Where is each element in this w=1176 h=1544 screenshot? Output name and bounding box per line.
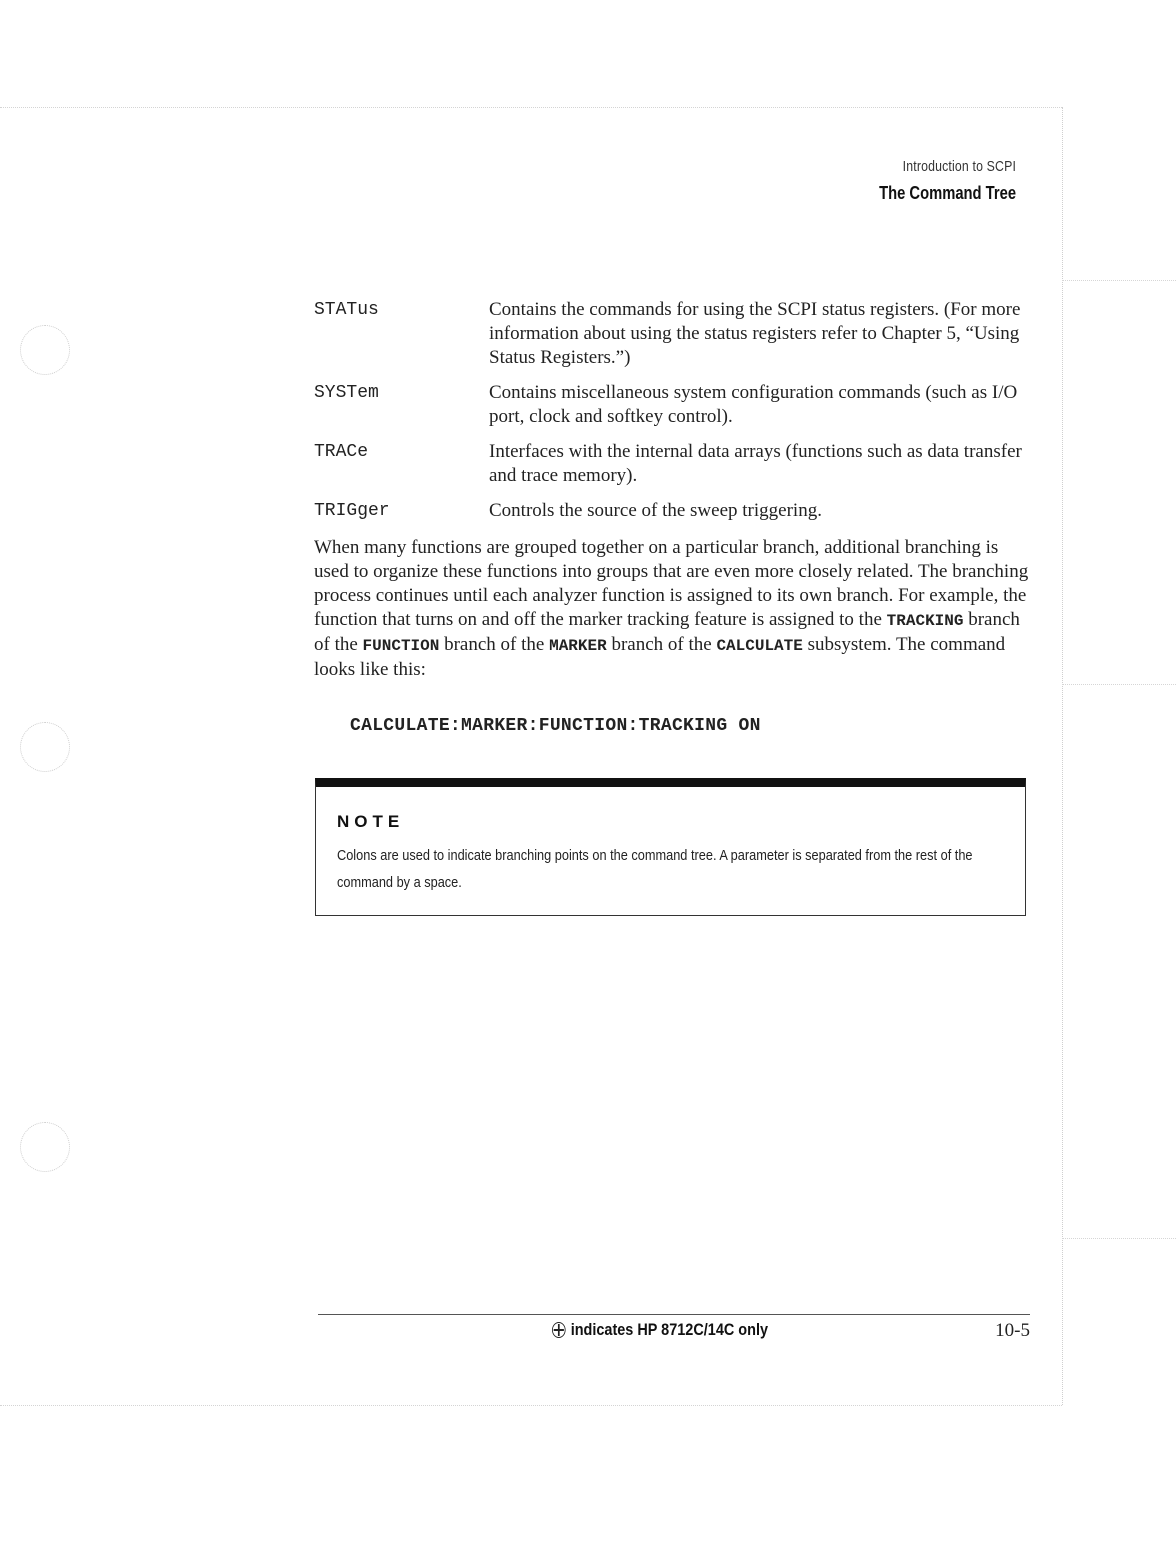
definition-term: TRACe	[314, 442, 369, 462]
footer-text: indicates HP 8712C/14C only	[570, 1320, 769, 1339]
keyword-tracking: TRACKING	[886, 612, 964, 630]
page-number: 10-5	[995, 1320, 1030, 1341]
paragraph-text: When many functions are grouped together on a particular branch, additional branching is used to organize these functions into groups that are even more closely related. The branching process continues until each analyzer function is assigned to its own branch. For example, the function that turns on and off the marker tracking feature is assigned to the	[314, 537, 1029, 630]
definition-row	[314, 440, 1034, 488]
keyword-function: FUNCTION	[362, 637, 440, 655]
scan-edge-bottom	[0, 1405, 1062, 1406]
tab-divider	[1062, 280, 1176, 281]
definition-term: STATus	[314, 300, 379, 320]
running-head	[849, 158, 1016, 204]
note-text: Colons are used to indicate branching points on the command tree. A parameter is separated from the rest of the command by a space.	[337, 848, 973, 891]
definition-term: SYSTem	[314, 383, 379, 403]
punch-hole	[20, 1122, 70, 1172]
punch-hole	[20, 325, 70, 375]
hp-8712c-14c-symbol-icon	[552, 1322, 566, 1338]
definition-description: Contains miscellaneous system configuration commands (such as I/O port, clock and softkey control).	[489, 382, 1018, 427]
paragraph-text: branch of the	[606, 634, 717, 655]
footer-note	[552, 1320, 768, 1340]
scan-edge-right	[1062, 107, 1063, 1405]
definition-row	[314, 499, 1034, 523]
subsystem-definition-list	[314, 298, 1034, 534]
scan-edge-top	[0, 107, 1062, 108]
definition-row	[314, 381, 1034, 429]
chapter-title: Introduction to SCPI	[902, 158, 1016, 175]
section-title: The Command Tree	[879, 183, 1016, 203]
paragraph-text: subsystem. The command looks like this:	[314, 634, 1006, 680]
note-box	[315, 778, 1026, 916]
punch-hole	[20, 722, 70, 772]
keyword-marker: MARKER	[549, 637, 607, 655]
definition-description: Interfaces with the internal data arrays (functions such as data transfer and trace memory).	[489, 441, 1022, 486]
keyword-calculate: CALCULATE	[716, 637, 803, 655]
tab-divider	[1062, 1238, 1176, 1239]
definition-term: TRIGger	[314, 501, 390, 521]
definition-row	[314, 298, 1034, 370]
body-paragraph	[314, 536, 1034, 682]
code-example: CALCULATE:MARKER:FUNCTION:TRACKING ON	[350, 716, 761, 736]
paragraph-text: branch of the	[439, 634, 550, 655]
tab-divider	[1062, 684, 1176, 685]
definition-description: Contains the commands for using the SCPI status registers. (For more information about using the status registers refer to Chapter 5, “Using Status Registers.”)	[489, 299, 1021, 368]
note-title: NOTE	[337, 812, 405, 831]
footer-rule	[318, 1314, 1030, 1315]
definition-description: Controls the source of the sweep triggering.	[489, 500, 822, 521]
paragraph-text: branch of the	[314, 609, 1020, 655]
